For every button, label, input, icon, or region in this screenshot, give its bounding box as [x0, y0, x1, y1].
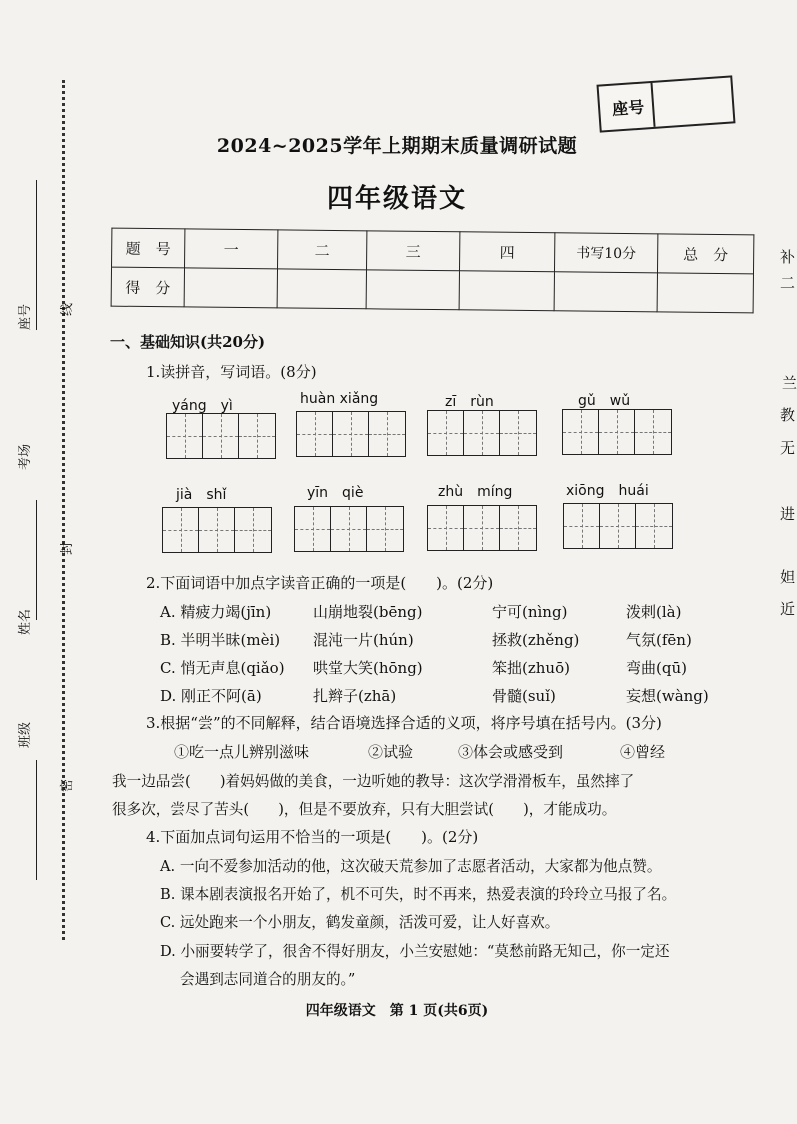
edge-glyph-1: 补 [780, 248, 796, 266]
score-table [111, 228, 755, 314]
q2-option-b-1: B. 半明半昧(mèi) [160, 631, 281, 649]
q2-option-c-3: 笨拙(zhuō) [492, 659, 570, 677]
score-row-label: 得 分 [111, 267, 184, 307]
pinyin-1: yáng yì [172, 398, 233, 414]
score-cell-3[interactable] [366, 270, 459, 310]
q2-option-a-1: A. 精疲力竭(jīn) [160, 603, 272, 621]
score-cell-4[interactable] [459, 271, 554, 311]
q2-option-b-4: 气氛(fēn) [626, 631, 692, 649]
binding-class-label: 班级 [18, 721, 33, 748]
question-2: 2.下面词语中加点字读音正确的一项是( )。(2分) [146, 574, 494, 592]
pinyin-8: xiōng huái [566, 483, 649, 499]
score-header-2: 二 [278, 230, 367, 270]
q2-option-d-3: 骨髓(suǐ) [492, 687, 556, 705]
q2-option-a-4: 泼剌(là) [626, 603, 682, 621]
char-grid-3[interactable] [427, 410, 537, 456]
pinyin-4: gǔ wǔ [578, 393, 631, 409]
char-grid-4[interactable] [562, 409, 672, 455]
char-grid-7[interactable] [427, 505, 537, 551]
q4-option-d-line-2: 会遇到志同道合的朋友的。” [180, 971, 356, 988]
score-header-label: 题 号 [112, 228, 185, 268]
binding-name-label: 姓名 [18, 608, 33, 635]
q2-option-a-2: 山崩地裂(bēng) [313, 603, 423, 621]
q4-option-a: A. 一向不爱参加活动的他，这次破天荒参加了志愿者活动，大家都为他点赞。 [160, 858, 662, 875]
q2-option-b-3: 拯救(zhěng) [492, 631, 580, 649]
char-grid-5[interactable] [162, 507, 272, 553]
pinyin-5: jià shǐ [176, 487, 227, 503]
binding-line-label: 线 [60, 302, 75, 316]
binding-secret-label: 密 [60, 778, 75, 792]
binding-seal-label: 封 [60, 541, 75, 555]
q3-passage-line-2: 很多次，尝尽了苦头( )，但是不要放弃，只有大胆尝试( )，才能成功。 [112, 801, 617, 818]
pinyin-6: yīn qiè [307, 485, 364, 501]
score-header-3: 三 [367, 231, 460, 271]
char-grid-2[interactable] [296, 411, 406, 457]
edge-glyph-3: 兰 [782, 374, 797, 392]
q2-option-b-2: 混沌一片(hún) [313, 631, 414, 649]
question-4: 4.下面加点词句运用不恰当的一项是( )。(2分) [146, 828, 479, 846]
score-header-total: 总 分 [657, 234, 753, 274]
seat-number-label: 座号 [599, 83, 656, 131]
q2-option-c-2: 哄堂大笑(hōng) [313, 659, 423, 677]
q2-option-c-4: 弯曲(qū) [626, 659, 687, 677]
edge-glyph-2: 二 [780, 274, 796, 292]
q3-passage-line-1: 我一边品尝( )着妈妈做的美食，一边听她的教导：这次学滑滑板车，虽然摔了 [112, 773, 635, 790]
name-write-line [36, 500, 37, 620]
q4-option-c: C. 远处跑来一个小朋友，鹤发童颜，活泼可爱，让人好喜欢。 [160, 914, 560, 931]
q4-option-d-line-1: D. 小丽要转学了，很舍不得好朋友，小兰安慰她：“莫愁前路无知己，你一定还 [160, 943, 670, 960]
q3-choice-1: ①吃一点儿辨别滋味 [174, 743, 310, 761]
q3-choice-2: ②试验 [368, 743, 414, 761]
page-footer: 四年级语文 第 1 页(共6页) [305, 1003, 489, 1019]
score-header-4: 四 [459, 232, 554, 272]
score-cell-1[interactable] [184, 268, 277, 308]
pinyin-2: huàn xiǎng [300, 391, 379, 407]
class-write-line [36, 760, 37, 880]
score-header-writing: 书写10分 [554, 233, 657, 273]
edge-glyph-6: 进 [780, 505, 796, 523]
q2-option-c-1: C. 悄无声息(qiǎo) [160, 659, 285, 677]
q3-choice-4: ④曾经 [620, 743, 666, 761]
q3-choice-3: ③体会或感受到 [458, 743, 564, 761]
question-3: 3.根据“尝”的不同解释，结合语境选择合适的义项，将序号填在括号内。(3分) [146, 714, 662, 732]
char-grid-6[interactable] [294, 506, 404, 552]
section-1-heading: 一、基础知识(共20分) [110, 333, 266, 351]
pinyin-7: zhù míng [438, 484, 513, 500]
subject-title: 四年级语文 [326, 184, 467, 214]
char-grid-8[interactable] [563, 503, 673, 549]
edge-glyph-7: 妲 [780, 568, 796, 586]
seat-number-box[interactable] [596, 75, 735, 132]
q2-option-a-3: 宁可(nìng) [492, 603, 568, 621]
question-1: 1.读拼音，写词语。(8分) [146, 363, 317, 381]
edge-glyph-5: 无 [780, 439, 796, 457]
q2-option-d-2: 扎辫子(zhā) [313, 687, 397, 705]
char-grid-1[interactable] [166, 413, 276, 459]
pinyin-3: zī rùn [445, 394, 494, 410]
q4-option-b: B. 课本剧表演报名开始了，机不可失，时不再来，热爱表演的玲玲立马报了名。 [160, 886, 677, 903]
score-cell-writing[interactable] [554, 272, 657, 312]
score-cell-total[interactable] [657, 273, 753, 313]
score-header-1: 一 [185, 229, 278, 269]
binding-exam-room-label: 考场 [18, 443, 33, 470]
exam-title: 2024~2025学年上期期末质量调研试题 [216, 135, 578, 157]
q2-option-d-1: D. 刚正不阿(ā) [160, 687, 262, 705]
edge-glyph-4: 教 [780, 406, 796, 424]
q2-option-d-4: 妄想(wàng) [626, 687, 709, 705]
binding-seat-label: 座号 [18, 303, 33, 330]
edge-glyph-8: 近 [780, 600, 796, 618]
score-cell-2[interactable] [277, 269, 366, 309]
